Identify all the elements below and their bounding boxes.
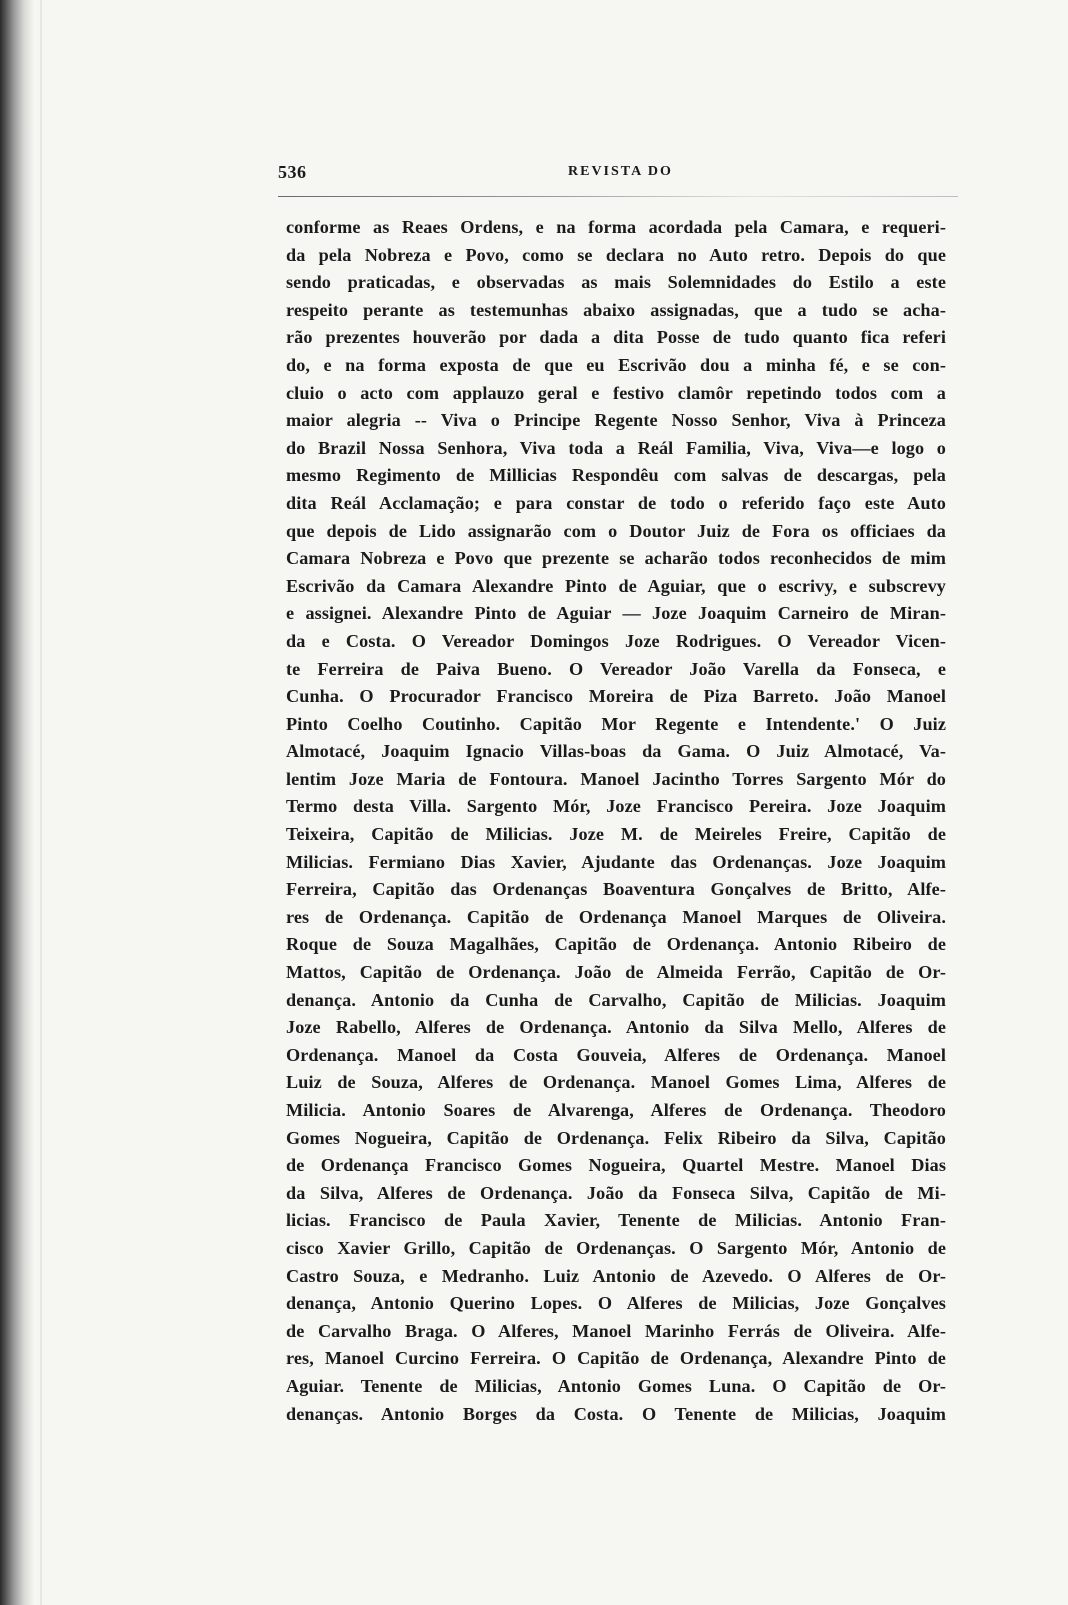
text-line: denança, Antonio Querino Lopes. O Alferes de Milicias, Joze Gonçalves — [286, 1293, 946, 1314]
text-line: denanças. Antonio Borges da Costa. O Tenente de Milicias, Joaquim — [286, 1403, 946, 1424]
text-line: res, Manoel Curcino Ferreira. O Capitão de Ordenança, Alexandre Pinto de — [286, 1348, 946, 1369]
text-line: de Ordenança Francisco Gomes Nogueira, Quartel Mestre. Manoel Dias — [286, 1155, 946, 1176]
running-title: REVISTA DO — [568, 164, 673, 179]
text-line: Luiz de Souza, Alferes de Ordenança. Manoel Gomes Lima, Alferes de — [286, 1072, 946, 1093]
page-header — [278, 162, 978, 192]
text-line: Milicia. Antonio Soares de Alvarenga, Alferes de Ordenança. Theodoro — [286, 1100, 946, 1120]
text-line: Milicias. Fermiano Dias Xavier, Ajudante das Ordenanças. Joze Joaquim — [286, 851, 946, 872]
book-binding-edge — [0, 0, 34, 1605]
text-line: rão prezentes houverão por dada a dita Posse de tudo quanto fica referi — [286, 327, 946, 348]
text-line: do Brazil Nossa Senhora, Viva toda a Reál Familia, Viva, Viva—e logo o — [286, 437, 946, 458]
text-line: do, e na forma exposta de que eu Escrivão dou a minha fé, e se con- — [286, 354, 946, 375]
text-line: da pela Nobreza e Povo, como se declara no Auto retro. Depois do que — [286, 244, 946, 265]
text-line: Castro Souza, e Medranho. Luiz Antonio de Azevedo. O Alferes de Or- — [286, 1265, 946, 1286]
text-line: maior alegria -- Viva o Principe Regente Nosso Senhor, Viva à Princeza — [286, 410, 946, 431]
text-line: Mattos, Capitão de Ordenança. João de Almeida Ferrão, Capitão de Or- — [286, 962, 946, 983]
text-line: Aguiar. Tenente de Milicias, Antonio Gomes Luna. O Capitão de Or- — [286, 1375, 946, 1396]
text-line: e assignei. Alexandre Pinto de Aguiar — Joze Joaquim Carneiro de Miran- — [286, 603, 946, 624]
text-line: lentim Joze Maria de Fontoura. Manoel Jacintho Torres Sargento Mór do — [286, 768, 946, 789]
text-line: Gomes Nogueira, Capitão de Ordenança. Felix Ribeiro da Silva, Capitão — [286, 1127, 946, 1148]
text-line: Escrivão da Camara Alexandre Pinto de Aguiar, que o escrivy, e subscrevy — [286, 575, 946, 596]
text-line: Cunha. O Procurador Francisco Moreira de Piza Barreto. João Manoel — [286, 686, 946, 707]
text-line: dita Reál Acclamação; e para constar de todo o referido faço este Auto — [286, 492, 946, 513]
text-line: licias. Francisco de Paula Xavier, Tenente de Milicias. Antonio Fran- — [286, 1210, 946, 1231]
text-line: de Carvalho Braga. O Alferes, Manoel Marinho Ferrás de Oliveira. Alfe- — [286, 1320, 946, 1341]
text-line: que depois de Lido assignarão com o Doutor Juiz de Fora os officiaes da — [286, 520, 946, 541]
page-number: 536 — [278, 162, 307, 182]
text-line: mesmo Regimento de Millicias Respondêu com salvas de descargas, pela — [286, 465, 946, 486]
text-line: te Ferreira de Paiva Bueno. O Vereador João Varella da Fonseca, e — [286, 658, 946, 679]
header-rule — [278, 196, 958, 197]
text-line: Roque de Souza Magalhães, Capitão de Ordenança. Antonio Ribeiro de — [286, 934, 946, 955]
text-line: Pinto Coelho Coutinho. Capitão Mor Regente e Intendente.' O Juiz — [286, 713, 946, 734]
text-line: sendo praticadas, e observadas as mais Solemnidades do Estilo a este — [286, 272, 946, 293]
text-line: cisco Xavier Grillo, Capitão de Ordenanças. O Sargento Mór, Antonio de — [286, 1237, 946, 1258]
text-line: Teixeira, Capitão de Milicias. Joze M. de Meireles Freire, Capitão de — [286, 824, 946, 845]
body-text — [286, 214, 946, 1428]
text-line: res de Ordenança. Capitão de Ordenança Manoel Marques de Oliveira. — [286, 906, 946, 927]
text-line: Ferreira, Capitão das Ordenanças Boaventura Gonçalves de Britto, Alfe- — [286, 879, 946, 900]
text-line: da e Costa. O Vereador Domingos Joze Rodrigues. O Vereador Vicen- — [286, 630, 946, 651]
text-line: respeito perante as testemunhas abaixo assignadas, que a tudo se acha- — [286, 299, 946, 320]
text-line: conforme as Reaes Ordens, e na forma acordada pela Camara, e requeri- — [286, 217, 946, 237]
text-line: Joze Rabello, Alferes de Ordenança. Antonio da Silva Mello, Alferes de — [286, 1017, 946, 1038]
text-line: Ordenança. Manoel da Costa Gouveia, Alferes de Ordenança. Manoel — [286, 1044, 946, 1065]
text-line: denança. Antonio da Cunha de Carvalho, Capitão de Milicias. Joaquim — [286, 989, 946, 1010]
text-line: cluio o acto com applauzo geral e festivo clamôr repetindo todos com a — [286, 382, 946, 403]
text-line: Camara Nobreza e Povo que prezente se acharão todos reconhecidos de mim — [286, 548, 946, 569]
text-line: Termo desta Villa. Sargento Mór, Joze Francisco Pereira. Joze Joaquim — [286, 796, 946, 817]
text-line: Almotacé, Joaquim Ignacio Villas-boas da Gama. O Juiz Almotacé, Va- — [286, 741, 946, 762]
text-line: da Silva, Alferes de Ordenança. João da Fonseca Silva, Capitão de Mi- — [286, 1182, 946, 1203]
